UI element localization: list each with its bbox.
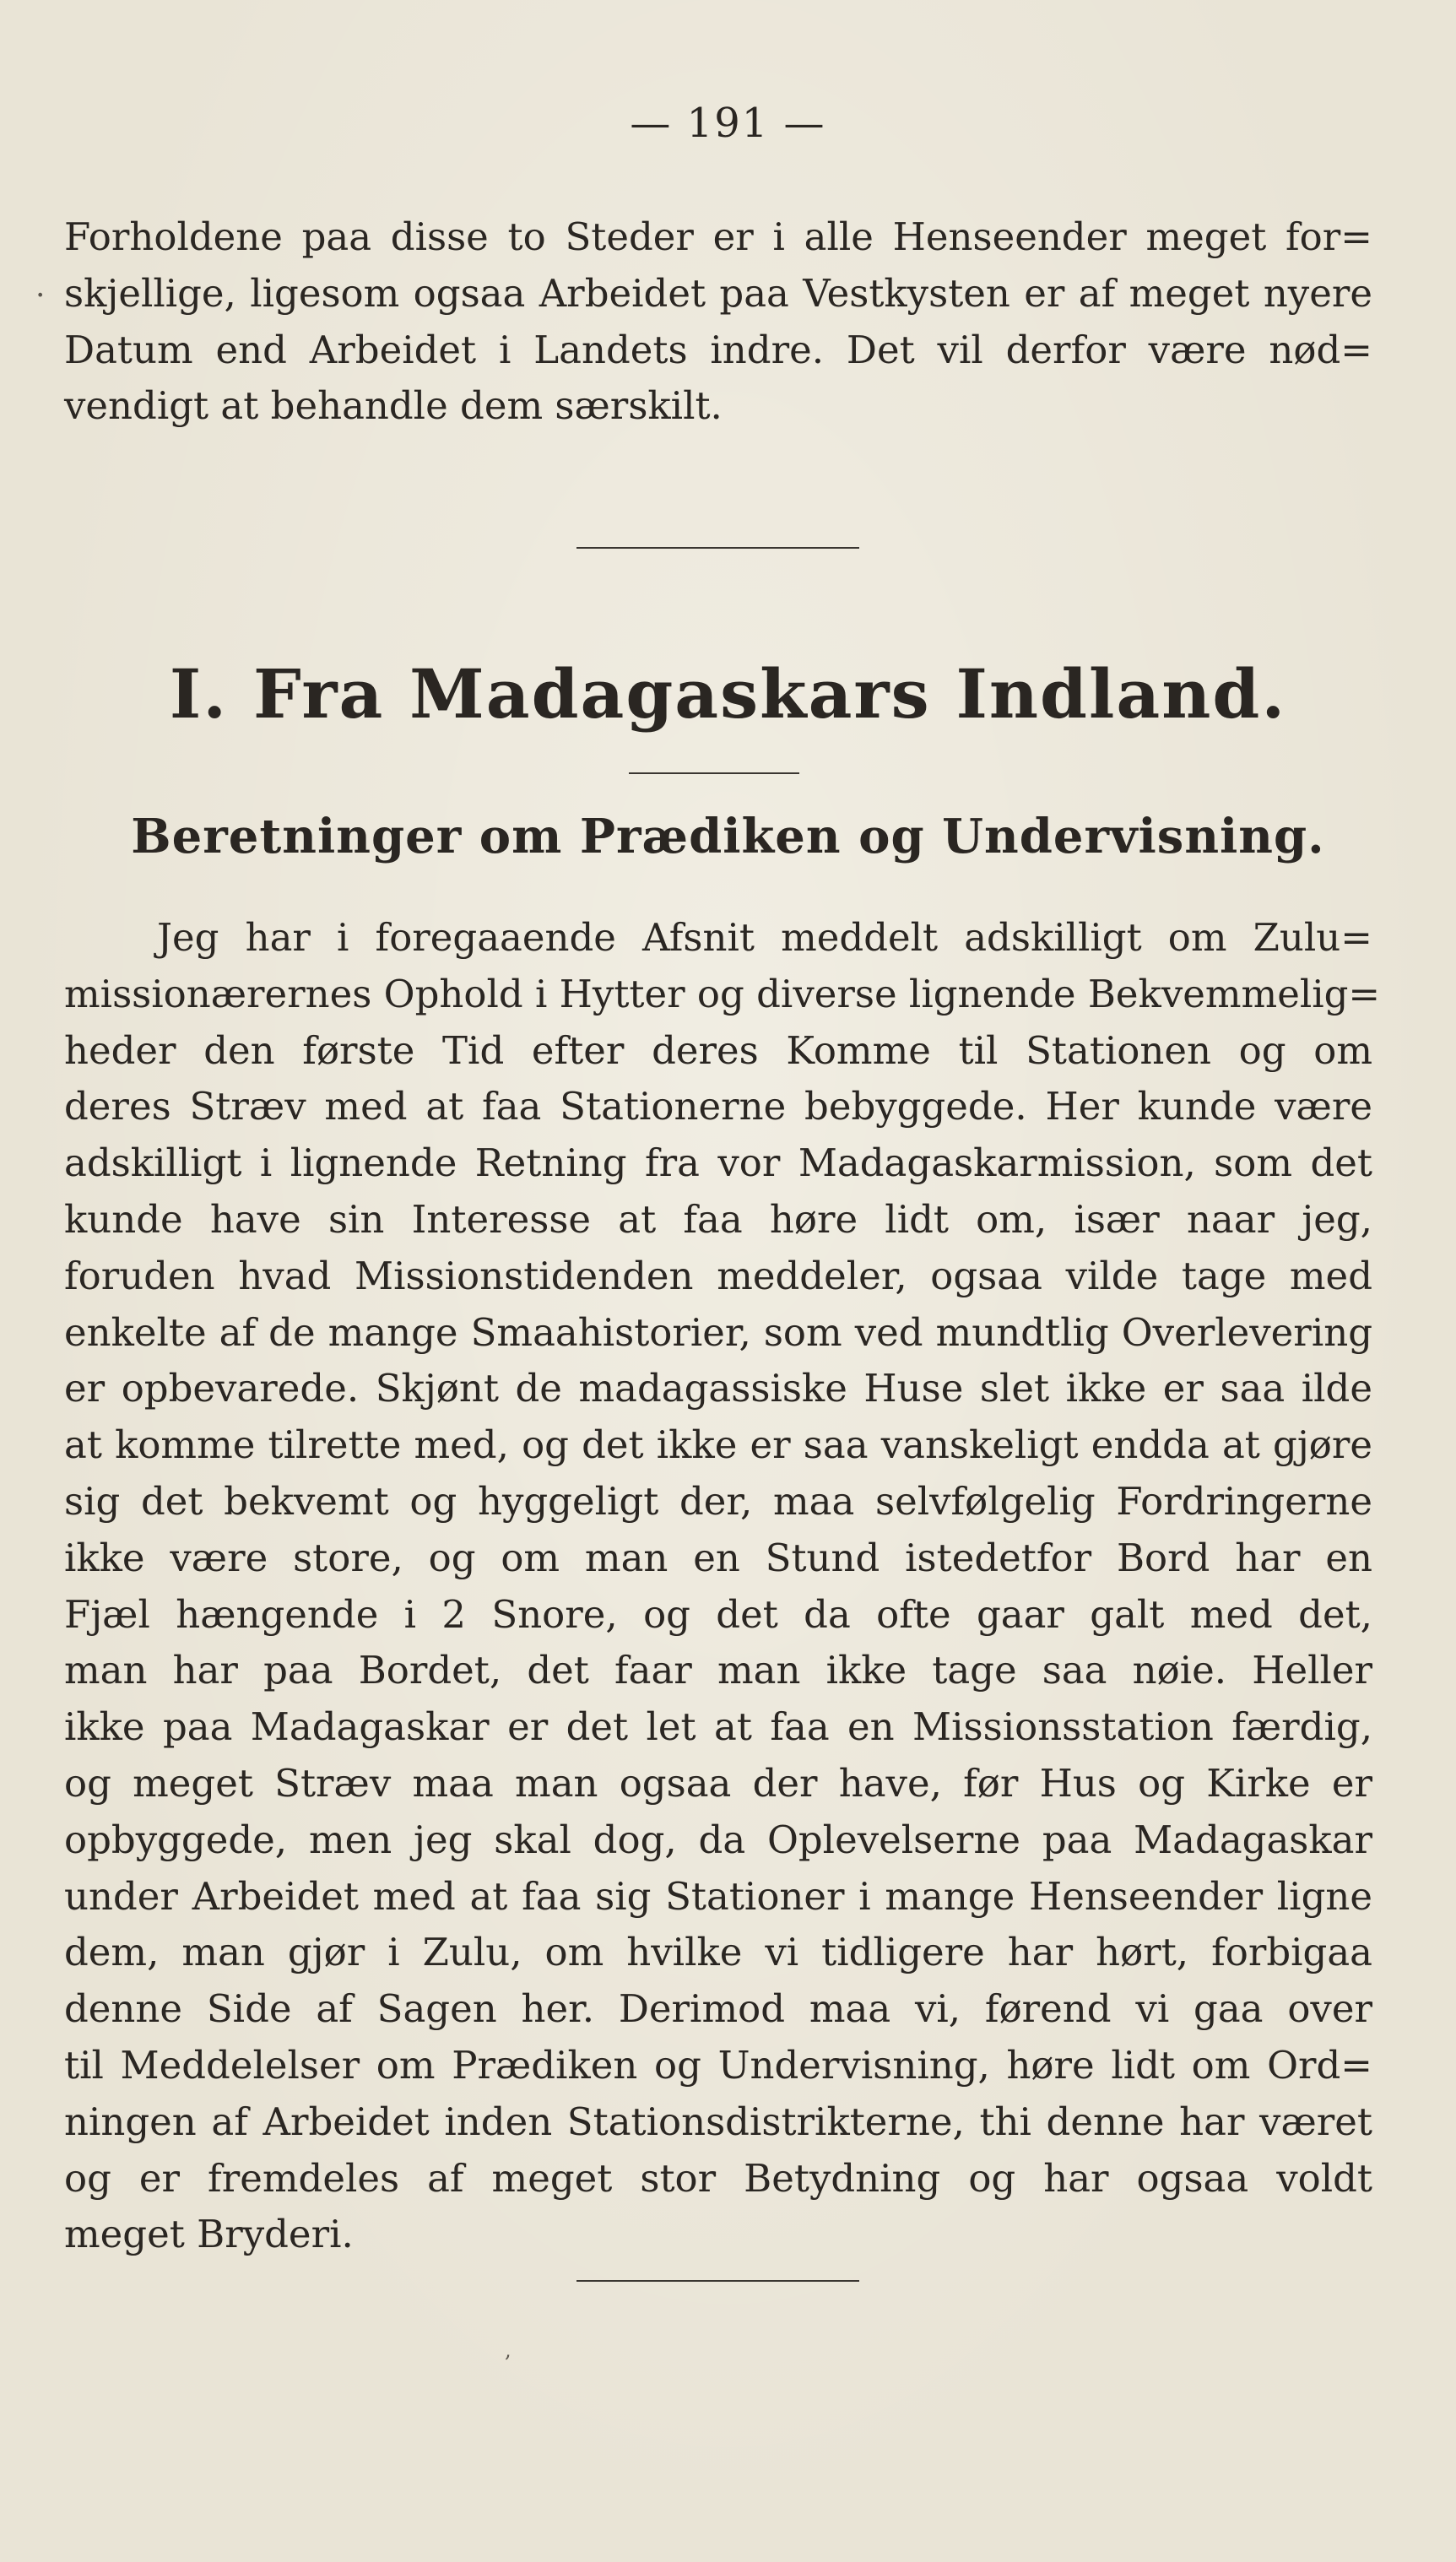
body-line: man har paa Bordet, det faar man ikke tage saa nøie. Heller (64, 1648, 1372, 1693)
body-line: er opbevarede. Skjønt de madagassiske Huse slet ikke er saa ilde (64, 1366, 1372, 1411)
body-line: sig det bekvemt og hyggeligt der, maa selvfølgelig Fordringerne (64, 1478, 1372, 1524)
intro-line: Forholdene paa disse to Steder er i alle Henseender meget for= (64, 214, 1372, 259)
body-line: og meget Stræv maa man ogsaa der have, før Hus og Kirke er (64, 1760, 1372, 1806)
intro-line: Datum end Arbeidet i Landets indre. Det vil derfor være nød= (64, 327, 1372, 372)
body-line: ningen af Arbeidet inden Stationsdistrikterne, thi denne har været (64, 2099, 1372, 2144)
body-line: meget Bryderi. (64, 2212, 354, 2257)
body-line: opbyggede, men jeg skal dog, da Oplevelserne paa Madagaskar (64, 1817, 1372, 1862)
heading-divider (629, 772, 799, 774)
chapter-heading: I. Fra Madagaskars Indland. (169, 654, 1287, 734)
body-line: Fjæl hængende i 2 Snore, og det da ofte gaar galt med det, (64, 1591, 1372, 1637)
body-line: at komme tilrette med, og det ikke er saa vanskeligt endda at gjøre (64, 1422, 1372, 1468)
intro-line: skjellige, ligesom ogsaa Arbeidet paa Vestkysten er af meget nyere (64, 270, 1372, 316)
end-divider (576, 2280, 859, 2282)
body-line: til Meddelelser om Prædiken og Undervisning, høre lidt om Ord= (64, 2042, 1372, 2088)
body-line: kunde have sin Interesse at faa høre lidt om, især naar jeg, (64, 1196, 1372, 1242)
body-line: Jeg har i foregaaende Afsnit meddelt adskilligt om Zulu= (157, 915, 1372, 960)
body-line: missionærernes Ophold i Hytter og diverse lignende Bekvemmelig= (64, 971, 1381, 1016)
stray-ink-mark: · (35, 279, 46, 313)
section-heading: Beretninger om Prædiken og Undervisning. (131, 809, 1325, 864)
body-line: ikke paa Madagaskar er det let at faa en Missionsstation færdig, (64, 1704, 1372, 1750)
body-line: adskilligt i lignende Retning fra vor Madagaskarmission, som det (64, 1140, 1372, 1186)
section-divider (576, 547, 859, 549)
body-line: under Arbeidet med at faa sig Stationer i mange Henseender ligne (64, 1873, 1372, 1919)
intro-line: vendigt at behandle dem særskilt. (64, 383, 723, 429)
page-number: — 191 — (630, 100, 826, 147)
body-line: og er fremdeles af meget stor Betydning og har ogsaa voldt (64, 2155, 1372, 2201)
body-paragraph (64, 910, 1381, 2263)
intro-paragraph (64, 209, 1372, 435)
body-line: denne Side af Sagen her. Derimod maa vi, førend vi gaa over (64, 1986, 1372, 2032)
stray-ink-mark: , (505, 2338, 511, 2362)
body-line: foruden hvad Missionstidenden meddeler, ogsaa vilde tage med (64, 1253, 1372, 1298)
body-line: enkelte af de mange Smaahistorier, som ved mundtlig Overlevering (64, 1309, 1372, 1355)
body-line: ikke være store, og om man en Stund istedetfor Bord har en (64, 1535, 1372, 1580)
body-line: deres Stræv med at faa Stationerne bebyggede. Her kunde være (64, 1084, 1372, 1129)
body-line: dem, man gjør i Zulu, om hvilke vi tidligere har hørt, forbigaa (64, 1930, 1372, 1975)
body-line: heder den første Tid efter deres Komme til Stationen og om (64, 1027, 1372, 1073)
